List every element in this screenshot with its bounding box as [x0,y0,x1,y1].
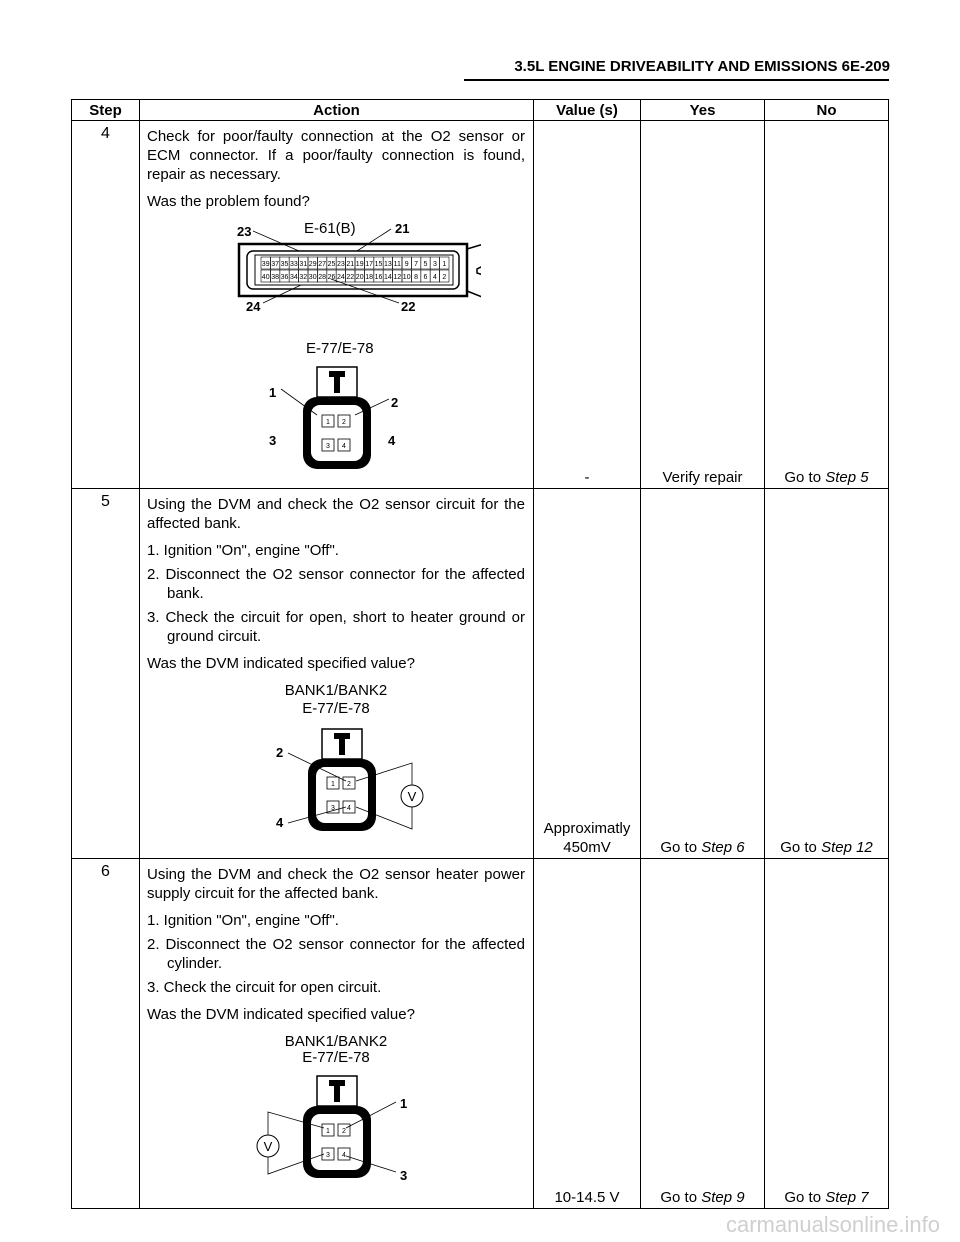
sensor-pin-3: 3 [331,805,335,812]
pin-callout-23: 23 [237,224,252,239]
sensor-pin-4: 4 [342,1152,346,1159]
sensor-pin-3: 3 [326,1152,330,1159]
ecm-pin-label: 27 [318,261,326,268]
no-goto-text: Go to [780,839,822,856]
ecm-pin-label: 32 [299,274,308,281]
action-steps [147,541,525,646]
ecm-pin-label: 16 [374,274,383,281]
ecm-pin-label: 28 [318,274,326,281]
action-text: Using the DVM and check the O2 sensor circuit for the affected bank. [147,496,525,532]
ecm-pin-label: 23 [337,261,345,268]
sensor-callout-3: 3 [269,433,277,448]
no-step-link: Step 12 [821,839,873,856]
sensor-callout-1: 1 [269,385,277,400]
value-line-2: 450mV [563,839,611,856]
sensor-callout-4: 4 [276,815,284,830]
no-cell [765,859,889,1209]
ecm-pin-label: 2 [442,274,447,281]
no-cell [765,489,889,859]
action-cell [140,859,534,1209]
value-cell: - [534,121,641,489]
ecm-pin-label: 26 [327,274,336,281]
col-header-yes: Yes [641,100,765,121]
action-text: Check for poor/faulty connection at the O2 sensor or ECM connector. If a poor/faulty connection is found, repair as necessary. [147,128,525,183]
ecm-pin-label: 25 [327,261,336,268]
table-header-row [72,100,889,121]
yes-cell [641,489,765,859]
ecm-pin-label: 33 [290,261,298,268]
sensor-pin-1: 1 [326,1128,330,1135]
figure-connector-title: E-77/E-78 [302,1049,370,1066]
ecm-pin-label: 39 [261,261,270,268]
sensor-pin-3: 3 [326,443,330,450]
ecm-pin-label: 29 [308,261,317,268]
sensor-pin-4: 4 [342,443,346,450]
no-goto-text: Go to [784,1189,826,1206]
ecm-pin-label: 14 [384,274,392,281]
ecm-pin-label: 4 [432,274,437,281]
action-steps [147,911,525,997]
ecm-pin-label: 19 [355,261,364,268]
action-cell [140,489,534,859]
ecm-pin-label: 1 [442,261,447,268]
dvm-check-figure [147,1032,525,1186]
ecm-pin-label: 17 [365,261,373,268]
sensor-pin-1: 1 [331,781,335,788]
table-row-step-4 [72,121,889,489]
step-number: 5 [72,489,140,859]
sensor-pin-2: 2 [342,419,346,426]
col-header-no: No [765,100,889,121]
sensor-callout-2: 2 [276,745,284,760]
ecm-pin-label: 3 [432,261,437,268]
action-text: Using the DVM and check the O2 sensor heater power supply circuit for the affected bank. [147,866,525,902]
sensor-dvm-diagram [186,1032,486,1182]
ecm-pin-grid [261,257,449,282]
yes-step-link: Step 9 [701,1189,745,1206]
action-question: Was the problem found? [147,193,310,210]
sensor-callout-3: 3 [400,1168,408,1182]
figure-bank-title: BANK1/BANK2 [284,682,388,699]
no-step-link: Step 7 [825,1189,869,1206]
table-row-step-5 [72,489,889,859]
ecm-pin-label: 15 [374,261,383,268]
yes-goto-text: Go to [660,839,702,856]
col-header-action: Action [140,100,534,121]
sensor-connector-title: E-77/E-78 [306,340,374,357]
diagnostic-table [71,99,889,1209]
ecm-pin-label: 22 [346,274,355,281]
col-header-value: Value (s) [534,100,641,121]
step-number: 6 [72,859,140,1209]
page-header: 3.5L ENGINE DRIVEABILITY AND EMISSIONS 6E-209 [514,58,890,75]
header-rule [464,79,889,81]
ecm-pin-label: 21 [346,261,355,268]
voltmeter-symbol: V [407,789,417,804]
table-row-step-6 [72,859,889,1209]
yes-cell [641,859,765,1209]
sensor-pin-2: 2 [347,781,351,788]
ecm-pin-label: 7 [414,261,419,268]
value-line-1: Approximatly [543,820,631,837]
ecm-pin-label: 8 [414,274,419,281]
action-question: Was the DVM indicated specified value? [147,1006,415,1023]
ecm-pin-label: 37 [271,261,279,268]
value-cell: 10-14.5 V [534,859,641,1209]
list-item: 3. Check the circuit for open, short to heater ground or ground circuit. [147,609,525,645]
ecm-pin-label: 38 [271,274,279,281]
value-cell [534,489,641,859]
list-item: 2. Disconnect the O2 sensor connector for the affected bank. [147,566,525,602]
sensor-pin-4: 4 [347,805,351,812]
col-header-step: Step [72,100,140,121]
figure-connector-title: E-77/E-78 [302,700,370,717]
list-item: 1. Ignition "On", engine "Off". [147,912,339,929]
dvm-check-figure [147,681,525,845]
ecm-pin-label: 13 [384,261,392,268]
o2-sensor-connector [303,367,371,469]
ecm-pin-label: 30 [308,274,317,281]
sensor-pin-2: 2 [342,1128,346,1135]
ecm-pin-label: 20 [355,274,364,281]
ecm-pin-label: 5 [423,261,428,268]
no-cell [765,121,889,489]
ecm-pin-label: 9 [404,261,409,268]
list-item: 3. Check the circuit for open circuit. [147,979,382,996]
ecm-pin-label: 31 [299,261,308,268]
ecm-pin-label: 11 [393,261,401,268]
sensor-pin-1: 1 [326,419,330,426]
ecm-pin-label: 6 [423,274,428,281]
ecm-pin-label: 34 [290,274,298,281]
ecm-pin-label: 18 [365,274,373,281]
ecm-pin-label: 12 [393,274,402,281]
pin-callout-24: 24 [246,299,261,314]
connector-diagram [191,219,481,469]
action-question: Was the DVM indicated specified value? [147,655,415,672]
ecm-pin-label: 36 [280,274,289,281]
ecm-connector-title: E-61(B) [304,220,356,237]
ecm-pin-label: 35 [280,261,289,268]
no-step-link: Step 5 [825,469,869,486]
no-goto-text: Go to [784,469,826,486]
ecm-connector-figure [147,219,525,473]
yes-cell: Verify repair [641,121,765,489]
list-item: 1. Ignition "On", engine "Off". [147,542,339,559]
action-cell [140,121,534,489]
yes-goto-text: Go to [660,1189,702,1206]
figure-bank-title: BANK1/BANK2 [284,1033,388,1050]
sensor-dvm-diagram [186,681,486,841]
sensor-callout-1: 1 [400,1096,408,1111]
watermark: carmanualsonline.info [725,1212,940,1237]
voltmeter-symbol: V [263,1139,273,1154]
yes-step-link: Step 6 [701,839,745,856]
pin-callout-22: 22 [401,299,416,314]
pin-callout-21: 21 [395,221,410,236]
list-item: 2. Disconnect the O2 sensor connector for the affected cylinder. [147,936,525,972]
ecm-pin-label: 10 [402,274,411,281]
ecm-pin-label: 24 [337,274,345,281]
step-number: 4 [72,121,140,489]
ecm-pin-label: 40 [261,274,270,281]
sensor-callout-2: 2 [391,395,399,410]
sensor-callout-4: 4 [388,433,396,448]
